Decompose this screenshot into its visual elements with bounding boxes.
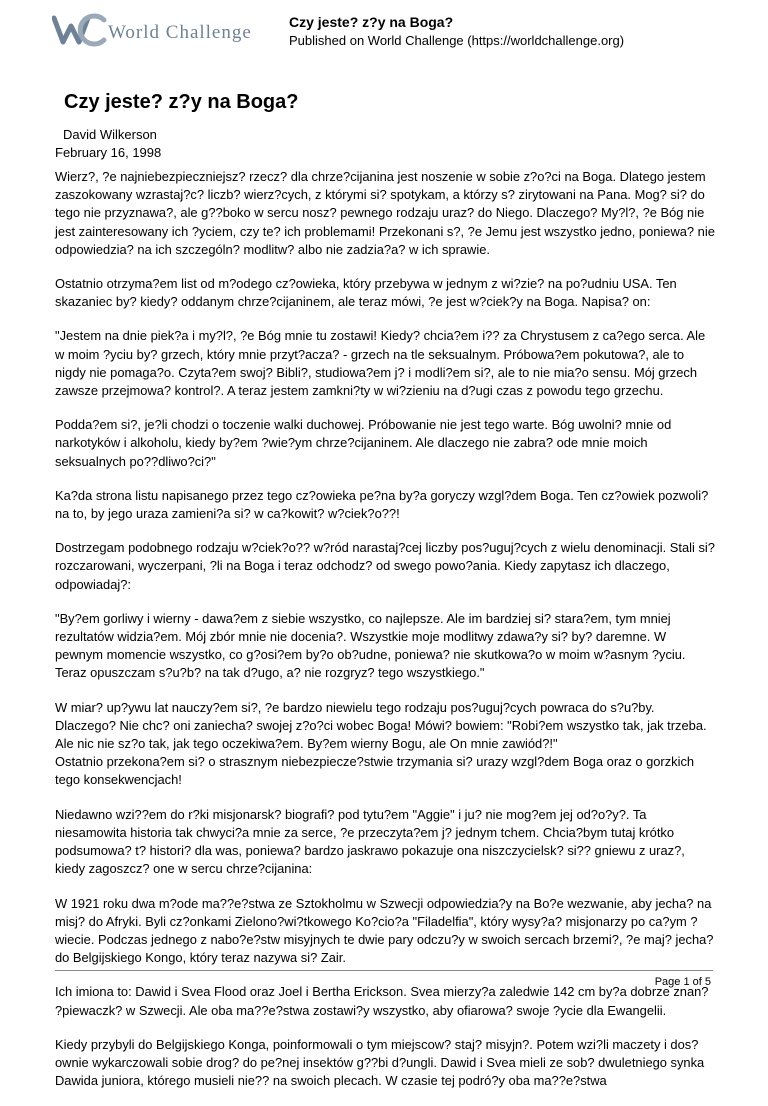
paragraph: Podda?em si?, je?li chodzi o toczenie walki duchowej. Próbowanie nie jest tego warte. Bóg uwolni? mnie od narkotyków i alkoholu, kiedy by?em ?wie?ym chrze?cijaninem. Ale dlaczego nie zabra? ode mnie moich seksualnych po??dliwo?ci?" (55, 417, 672, 469)
header-published-line: Published on World Challenge (https://worldchallenge.org) (289, 33, 625, 48)
author-name: David Wilkerson (63, 127, 157, 142)
paragraph: Dostrzegam podobnego rodzaju w?ciek?o?? w?ród narastaj?cej liczby pos?uguj?cych z wielu denominacji. Stali si? rozczarowani, wyczerpani, ?li na Boga i teraz odchodz? od swego powo?ania. Kiedy zapytasz ich dlaczego, odpowiadaj?: (55, 540, 715, 592)
paragraph: Kiedy przybyli do Belgijskiego Konga, poinformowali o tym miejscow? staj? misyjn?. Potem wzi?li maczety i dos?ownie wykarczowali sobie drog? do pe?nej insektów g??bi d?ungli. Dawid i Svea mieli ze sob? dwuletniego synka Dawida juniora, którego musieli nie?? na swoich plecach. W czasie tej podró?y oba ma??e?stwa (55, 1036, 705, 1089)
paragraph: W miar? up?ywu lat nauczy?em si?, ?e bardzo niewielu tego rodzaju pos?uguj?cych powraca do s?u?by. Dlaczego? Nie chc? oni zaniecha? swojej z?o?ci wobec Boga! Mówi? bowiem: "Robi?em wszystko tak, jak trzeba. Ale nic nie sz?o tak, jak tego oczekiwa?em. By?em wierny Bogu, ale On mnie zawiód?!" Ostatnio przekona?em si? o strasznym niebezpiecze?stwie trzymania si? urazy wzgl?dem Boga oraz o gorzkich tego konsekwencjach! (55, 699, 707, 788)
logo-text: World Challenge (108, 22, 252, 43)
paragraph: Wierz?, ?e najniebezpieczniejsz? rzecz? dla chrze?cijanina jest noszenie w sobie z?o?ci na Boga. Dlatego jestem zaszokowany wzrastaj?c? liczb? wierz?cych, z którymi si? spotykam, a którzy s? zirytowani na Pana. Mog? si? do tego nie przyznawa?, ale g??boko w sercu nosz? pewnego rodzaju uraz? do Niego. Dlaczego? My?l?, ?e Bóg nie jest zainteresowany ich ?yciem, czy te? ich problemami! Przekonani s?, ?e Jemu jest wszystko jedno, poniewa? nie odpowiedzia? na ich szczególn? modlitw? albo nie zadzia?a? w ich sprawie. (55, 169, 715, 257)
header-document-title: Czy jeste? z?y na Boga? (289, 14, 454, 30)
page-title: Czy jeste? z?y na Boga? (64, 91, 299, 113)
publish-date: February 16, 1998 (55, 145, 162, 160)
page-header (0, 0, 768, 60)
paragraph: "Jestem na dnie piek?a i my?l?, ?e Bóg mnie tu zostawi! Kiedy? chcia?em i?? za Chrystusem z ca?ego serca. Ale w moim ?yciu by? grzech, który mnie przyt?acza? - grzech na tle seksualnym. Próbowa?em pokutowa?, ale to nigdy nie pomaga?o. Czyta?em swoj? Bibli?, studiowa?em j? i modli?em si?, ale to nie mia?o sensu. Mój grzech zawsze przejmowa? kontrol?. A teraz jestem zamkni?ty w wi?zieniu na d?ugi czas z powodu tego grzechu. (55, 328, 706, 399)
world-challenge-logo[interactable] (52, 12, 272, 48)
page-number: Page 1 of 5 (654, 976, 711, 988)
paragraph: Ka?da strona listu napisanego przez tego cz?owieka pe?na by?a goryczy wzgl?dem Boga. Ten cz?owiek pozwoli? na to, by jego uraza zamieni?a si? w ca?kowit? w?ciek?o??! (55, 487, 709, 522)
paragraph: Ostatnio otrzyma?em list od m?odego cz?owieka, który przebywa w jednym z wi?zie? na po?udniu USA. Ten skazaniec by? kiedy? oddanym chrze?cijaninem, ale teraz mówi, ?e jest w?ciek?y na Boga. Napisa? on: (55, 276, 677, 310)
wc-emblem-icon (52, 12, 108, 48)
paragraph: Ich imiona to: Dawid i Svea Flood oraz Joel i Bertha Erickson. Svea mierzy?a zaledwie 142 cm by?a dobrze znan? ?piewaczk? w Szwecji. Ale oba ma??e?stwa zostawi?y wszystko, aby ofiarowa? swoje ?ycie dla Ewangelii. (55, 984, 709, 1018)
paragraph: W 1921 roku dwa m?ode ma??e?stwa ze Sztokholmu w Szwecji odpowiedzia?y na Bo?e wezwanie, aby jecha? na misj? do Afryki. Byli cz?onkami Zielono?wi?tkowego Ko?cio?a "Filadelfia", który wysy?a? misjonarzy po ca?ym ?wiecie. Podczas jednego z nabo?e?stw misyjnych te dwie pary odczu?y w swoich sercach brzemi?, ?e maj? jecha? do Belgijskiego Kongo, który teraz nazywa si? Zair. (55, 895, 714, 966)
paragraph: Niedawno wzi??em do r?ki misjonarsk? biografi? pod tytu?em "Aggie" i ju? nie mog?em jej od?o?y?. Ta niesamowita historia tak chwyci?a mnie za serce, ?e przeczyta?em j? jednym tchem. Chcia?bym tutaj krótko podsumowa? t? histori? dla was, poniewa? bardzo jaskrawo pokazuje ona niszczycielsk? si?? gniewu z uraz?, kiedy zagoszcz? one w sercu chrze?cijanina: (55, 806, 685, 877)
article-body (55, 168, 715, 1106)
footer-divider (55, 970, 713, 971)
paragraph: "By?em gorliwy i wierny - dawa?em z siebie wszystko, co najlepsze. Ale im bardziej si? stara?em, tym mniej rezultatów widzia?em. Mój zbór mnie nie docenia?. Wszystkie moje modlitwy zdawa?y si? by? daremne. W pewnym momencie wszystko, co g?osi?em by?o ob?udne, poniewa? nie skutkowa?o w moim w?asnym ?yciu. Teraz opuszczam s?u?b? na tak d?ugo, a? nie rozgryz? tego wszystkiego." (55, 610, 686, 681)
